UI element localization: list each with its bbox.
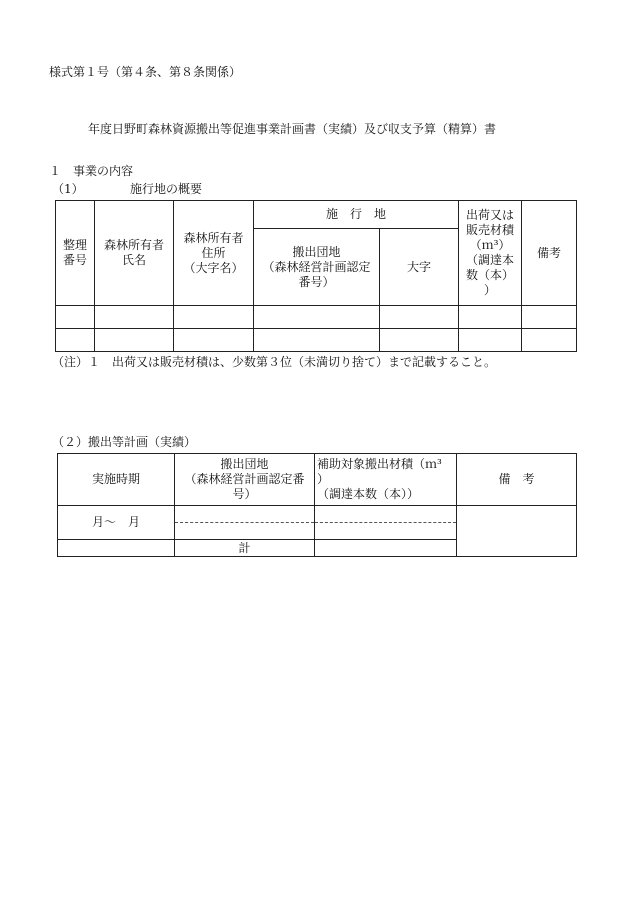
table-cell[interactable] [174,329,254,352]
section1-heading: １ 事業の内容 [49,164,134,178]
danchi-cell[interactable] [175,523,315,540]
col-header-biko: 備 考 [457,454,577,506]
col-header-owner-name: 森林所有者 氏名 [95,201,174,306]
table-cell[interactable] [56,329,95,352]
total-label-cell: 計 [175,540,315,557]
col-header-hanshutsu-danchi: 搬出団地 （森林経営計画認定 番号） [254,229,380,306]
col-header-period: 実施時期 [58,454,175,506]
table-cell[interactable] [254,306,380,329]
table-cell[interactable] [380,329,459,352]
col-header-sekouchi: 施 行 地 [254,201,459,229]
col-header-owner-address: 森林所有者 住所 （大字名） [174,201,254,306]
volume-cell[interactable] [315,523,457,540]
col-header-danchi: 搬出団地 （森林経営計画認定番 号） [175,454,315,506]
col-header-shukka: 出荷又は 販売材積 （ｍ³） （調達本 数（本） ） [459,201,522,306]
site-overview-table [55,200,577,352]
biko-cell[interactable] [457,506,577,557]
table-cell[interactable] [459,329,522,352]
table-cell[interactable] [56,306,95,329]
col-header-biko: 備考 [522,201,577,306]
volume-cell[interactable] [315,506,457,523]
period-blank-cell [58,540,175,557]
total-volume-cell[interactable] [315,540,457,557]
section2-heading: （２）搬出等計画（実績） [52,435,197,449]
table-cell[interactable] [174,306,254,329]
col-header-oaza: 大字 [380,229,459,306]
section1-sub1-title: 施行地の概要 [130,182,203,196]
table-cell[interactable] [522,306,577,329]
table-cell[interactable] [459,306,522,329]
col-header-volume: 補助対象搬出材積（ｍ³ ） （調達本数（本）） [315,454,457,506]
document-title: 年度日野町森林資源搬出等促進事業計画書（実績）及び収支予算（精算）書 [88,122,497,136]
table-cell[interactable] [380,306,459,329]
table-cell[interactable] [522,329,577,352]
table-row [56,306,577,329]
section1-sub1-number: （1） [52,182,84,196]
form-number: 様式第１号（第４条、第８条関係） [49,65,242,79]
danchi-cell[interactable] [175,506,315,523]
col-header-seiri: 整理 番号 [56,201,95,306]
table1-note: （注）１ 出荷又は販売材積は、少数第３位（未満切り捨て）まで記載すること。 [52,355,497,369]
table-cell[interactable] [95,306,174,329]
period-cell: 月～ 月 [58,506,175,540]
table-row [56,329,577,352]
table-cell[interactable] [254,329,380,352]
plan-results-table [57,453,577,557]
table-cell[interactable] [95,329,174,352]
